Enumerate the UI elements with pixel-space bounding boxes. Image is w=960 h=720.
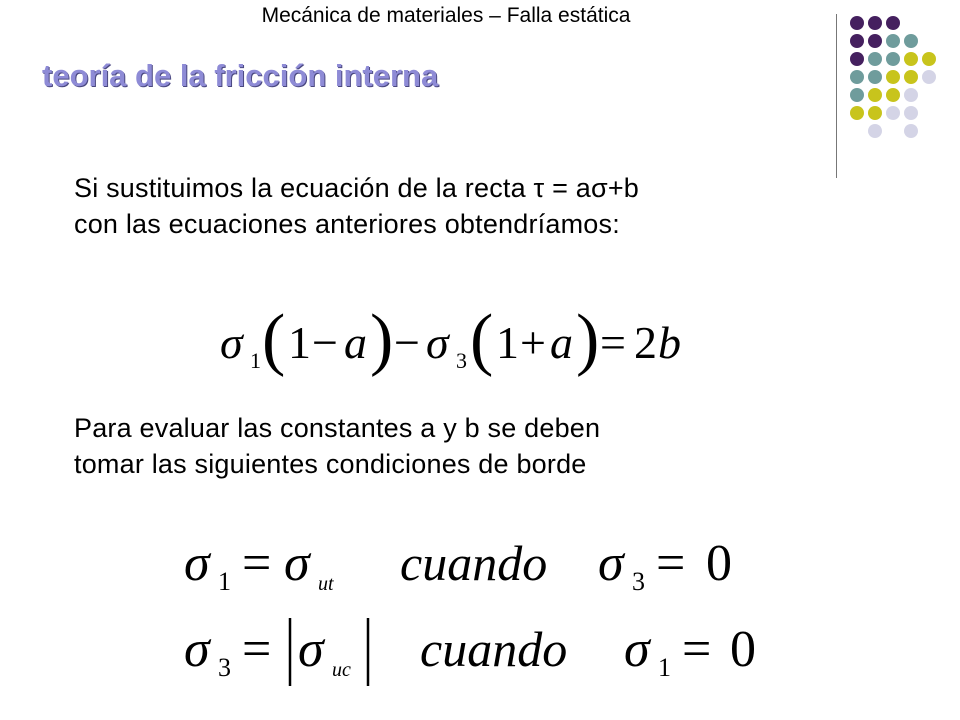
decorative-dot <box>922 34 936 48</box>
zero: 0 <box>706 535 732 592</box>
decorative-dot <box>922 124 936 138</box>
decorative-dot <box>850 88 864 102</box>
decorative-dot <box>868 16 882 30</box>
condition-equation-2 <box>180 614 780 694</box>
cuando-word: cuando <box>420 621 568 677</box>
paragraph-line: Para evaluar las constantes a y b se deben <box>74 413 601 443</box>
sigma-symbol: σ <box>298 621 324 678</box>
sigma-symbol: σ <box>220 317 243 368</box>
subscript: 3 <box>632 567 645 596</box>
cuando-word: cuando <box>400 535 548 591</box>
one: 1 <box>288 317 311 368</box>
decorative-dot <box>868 34 882 48</box>
decorative-dot <box>850 70 864 84</box>
variable-a: a <box>344 317 367 368</box>
decorative-dot <box>886 52 900 66</box>
decorative-dot <box>886 70 900 84</box>
sigma-symbol: σ <box>426 317 449 368</box>
decorative-dot <box>886 34 900 48</box>
paren-right: ) <box>576 301 600 378</box>
decorative-dot <box>922 70 936 84</box>
decorative-dot <box>904 52 918 66</box>
minus-sign: − <box>312 317 338 368</box>
plus-sign: + <box>520 317 546 368</box>
decorative-dot <box>904 16 918 30</box>
subscript: 3 <box>218 653 231 682</box>
equals-sign: = <box>242 535 272 592</box>
paragraph-line: con las ecuaciones anteriores obtendríamos: <box>74 209 620 239</box>
subscript: 1 <box>250 348 261 373</box>
decorative-dot <box>922 16 936 30</box>
decorative-dot <box>886 124 900 138</box>
paragraph-line: tomar las siguientes condiciones de borde <box>74 449 587 479</box>
decorative-dot <box>922 88 936 102</box>
slide-title: teoría de la fricción interna <box>42 58 439 93</box>
sigma-symbol: σ <box>184 621 210 678</box>
zero: 0 <box>730 621 756 678</box>
decorative-dot <box>868 106 882 120</box>
decorative-dot <box>904 124 918 138</box>
sigma-symbol: σ <box>624 621 650 678</box>
subscript: uc <box>332 659 351 681</box>
subscript: 3 <box>456 348 467 373</box>
decorative-dot <box>922 52 936 66</box>
decorative-dot <box>886 88 900 102</box>
sigma-symbol: σ <box>184 535 210 592</box>
decorative-dot <box>868 124 882 138</box>
decorative-dot <box>850 34 864 48</box>
decorative-dot <box>850 52 864 66</box>
one: 1 <box>496 317 519 368</box>
variable-b: b <box>658 317 681 368</box>
equation-main <box>214 300 694 382</box>
decorative-dot <box>922 106 936 120</box>
subscript: 1 <box>658 653 671 682</box>
sigma-symbol: σ <box>598 535 624 592</box>
paren-left: ( <box>262 301 286 378</box>
decorative-dot <box>904 34 918 48</box>
slide-header: Mecánica de materiales – Falla estática <box>261 4 631 27</box>
decorative-dot <box>868 70 882 84</box>
equals-sign: = <box>656 535 686 592</box>
variable-a: a <box>550 317 573 368</box>
decorative-dot <box>868 88 882 102</box>
paragraph-line: Si sustituimos la ecuación de la recta τ = aσ+b <box>74 173 640 203</box>
condition-equation-1 <box>180 530 760 600</box>
decorative-dot-grid <box>848 14 948 164</box>
decorative-dot <box>904 70 918 84</box>
decorative-dot <box>886 16 900 30</box>
minus-sign: − <box>394 317 420 368</box>
equals-sign: = <box>600 317 626 368</box>
paren-right: ) <box>370 301 394 378</box>
decorative-dot <box>850 16 864 30</box>
decorative-dot <box>868 52 882 66</box>
paragraph-substitution <box>74 170 639 242</box>
decorative-dot <box>904 88 918 102</box>
vertical-divider <box>836 14 837 178</box>
decorative-dot <box>850 124 864 138</box>
decorative-dot <box>850 106 864 120</box>
decorative-dot <box>886 106 900 120</box>
paren-left: ( <box>470 301 494 378</box>
sigma-symbol: σ <box>284 535 310 592</box>
equals-sign: = <box>682 621 712 678</box>
subscript: ut <box>318 573 334 595</box>
decorative-dot <box>904 106 918 120</box>
subscript: 1 <box>218 567 231 596</box>
paragraph-constants <box>74 410 600 482</box>
two: 2 <box>634 317 657 368</box>
equals-sign: = <box>242 621 272 678</box>
